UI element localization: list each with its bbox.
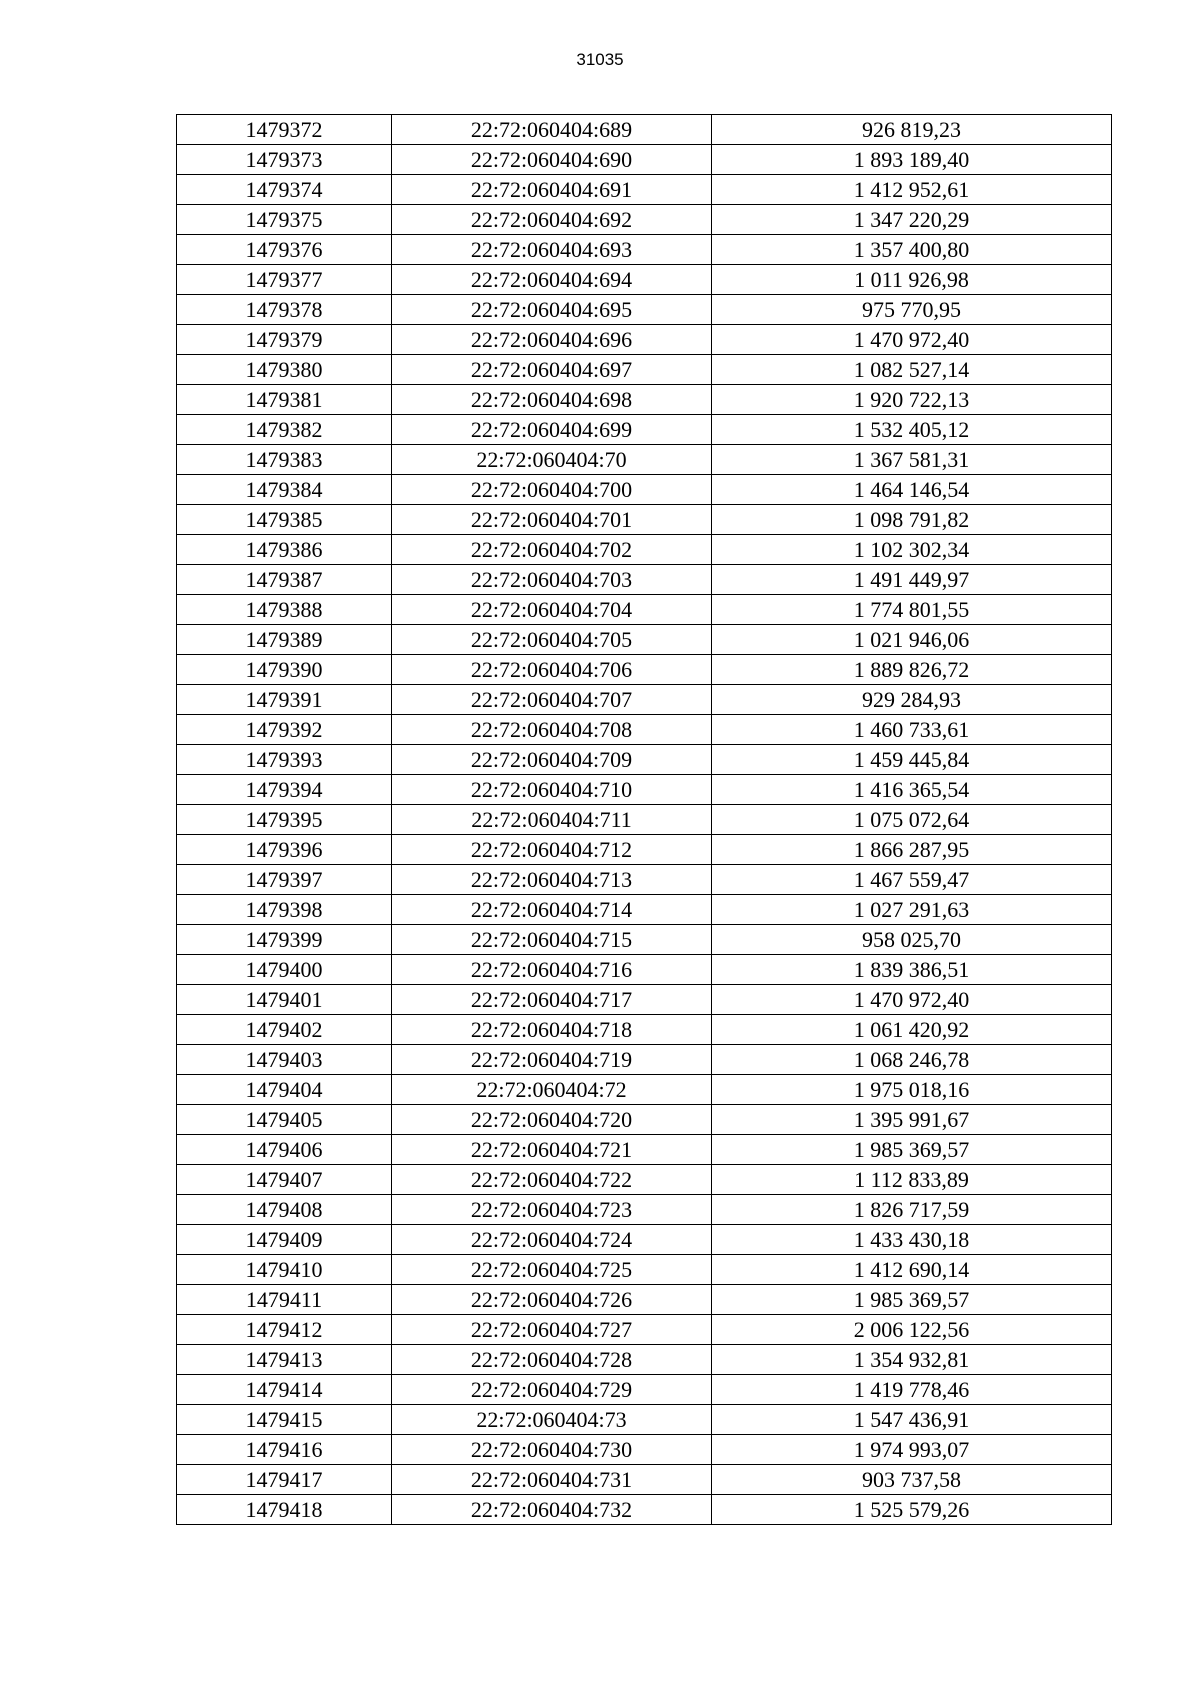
table-row bbox=[177, 505, 1112, 535]
table-row bbox=[177, 685, 1112, 715]
table-row bbox=[177, 745, 1112, 775]
table-row bbox=[177, 625, 1112, 655]
value-cell: 1 112 833,89 bbox=[712, 1165, 1112, 1195]
table-row bbox=[177, 1465, 1112, 1495]
cadastral-number-cell: 22:72:060404:695 bbox=[392, 295, 712, 325]
value-cell: 1 470 972,40 bbox=[712, 325, 1112, 355]
record-number-cell: 1479404 bbox=[177, 1075, 392, 1105]
table-row bbox=[177, 1075, 1112, 1105]
record-number-cell: 1479413 bbox=[177, 1345, 392, 1375]
record-number-cell: 1479402 bbox=[177, 1015, 392, 1045]
record-number-cell: 1479408 bbox=[177, 1195, 392, 1225]
record-number-cell: 1479391 bbox=[177, 685, 392, 715]
record-number-cell: 1479407 bbox=[177, 1165, 392, 1195]
record-number-cell: 1479410 bbox=[177, 1255, 392, 1285]
record-number-cell: 1479414 bbox=[177, 1375, 392, 1405]
cadastral-number-cell: 22:72:060404:732 bbox=[392, 1495, 712, 1525]
table-row bbox=[177, 595, 1112, 625]
record-number-cell: 1479381 bbox=[177, 385, 392, 415]
value-cell: 1 866 287,95 bbox=[712, 835, 1112, 865]
cadastral-number-cell: 22:72:060404:721 bbox=[392, 1135, 712, 1165]
record-number-cell: 1479406 bbox=[177, 1135, 392, 1165]
value-cell: 1 826 717,59 bbox=[712, 1195, 1112, 1225]
cadastral-number-cell: 22:72:060404:72 bbox=[392, 1075, 712, 1105]
record-number-cell: 1479382 bbox=[177, 415, 392, 445]
record-number-cell: 1479416 bbox=[177, 1435, 392, 1465]
value-cell: 903 737,58 bbox=[712, 1465, 1112, 1495]
value-cell: 1 525 579,26 bbox=[712, 1495, 1112, 1525]
table-row bbox=[177, 1255, 1112, 1285]
table-row bbox=[177, 1375, 1112, 1405]
value-cell: 1 491 449,97 bbox=[712, 565, 1112, 595]
table-row bbox=[177, 475, 1112, 505]
value-cell: 1 082 527,14 bbox=[712, 355, 1112, 385]
table-row bbox=[177, 1495, 1112, 1525]
value-cell: 1 395 991,67 bbox=[712, 1105, 1112, 1135]
table-row bbox=[177, 895, 1112, 925]
value-cell: 1 532 405,12 bbox=[712, 415, 1112, 445]
value-cell: 1 061 420,92 bbox=[712, 1015, 1112, 1045]
cadastral-number-cell: 22:72:060404:717 bbox=[392, 985, 712, 1015]
cadastral-number-cell: 22:72:060404:707 bbox=[392, 685, 712, 715]
cadastral-number-cell: 22:72:060404:723 bbox=[392, 1195, 712, 1225]
value-cell: 1 774 801,55 bbox=[712, 595, 1112, 625]
value-cell: 1 367 581,31 bbox=[712, 445, 1112, 475]
cadastral-number-cell: 22:72:060404:720 bbox=[392, 1105, 712, 1135]
value-cell: 1 920 722,13 bbox=[712, 385, 1112, 415]
table-row bbox=[177, 1045, 1112, 1075]
record-number-cell: 1479397 bbox=[177, 865, 392, 895]
table-row bbox=[177, 175, 1112, 205]
table-row bbox=[177, 355, 1112, 385]
value-cell: 1 412 952,61 bbox=[712, 175, 1112, 205]
table-row bbox=[177, 295, 1112, 325]
data-table bbox=[176, 114, 1112, 1525]
value-cell: 929 284,93 bbox=[712, 685, 1112, 715]
cadastral-number-cell: 22:72:060404:697 bbox=[392, 355, 712, 385]
record-number-cell: 1479411 bbox=[177, 1285, 392, 1315]
record-number-cell: 1479390 bbox=[177, 655, 392, 685]
table-row bbox=[177, 565, 1112, 595]
record-number-cell: 1479384 bbox=[177, 475, 392, 505]
record-number-cell: 1479380 bbox=[177, 355, 392, 385]
table-row bbox=[177, 535, 1112, 565]
table-row bbox=[177, 715, 1112, 745]
value-cell: 1 412 690,14 bbox=[712, 1255, 1112, 1285]
cadastral-number-cell: 22:72:060404:714 bbox=[392, 895, 712, 925]
record-number-cell: 1479415 bbox=[177, 1405, 392, 1435]
table-row bbox=[177, 805, 1112, 835]
cadastral-number-cell: 22:72:060404:725 bbox=[392, 1255, 712, 1285]
cadastral-number-cell: 22:72:060404:693 bbox=[392, 235, 712, 265]
table-row bbox=[177, 325, 1112, 355]
record-number-cell: 1479393 bbox=[177, 745, 392, 775]
cadastral-number-cell: 22:72:060404:691 bbox=[392, 175, 712, 205]
cadastral-number-cell: 22:72:060404:716 bbox=[392, 955, 712, 985]
value-cell: 1 416 365,54 bbox=[712, 775, 1112, 805]
value-cell: 1 470 972,40 bbox=[712, 985, 1112, 1015]
record-number-cell: 1479386 bbox=[177, 535, 392, 565]
table-row bbox=[177, 1135, 1112, 1165]
table-row bbox=[177, 955, 1112, 985]
value-cell: 1 419 778,46 bbox=[712, 1375, 1112, 1405]
cadastral-number-cell: 22:72:060404:701 bbox=[392, 505, 712, 535]
value-cell: 1 975 018,16 bbox=[712, 1075, 1112, 1105]
table-row bbox=[177, 235, 1112, 265]
record-number-cell: 1479379 bbox=[177, 325, 392, 355]
record-number-cell: 1479400 bbox=[177, 955, 392, 985]
cadastral-number-cell: 22:72:060404:689 bbox=[392, 115, 712, 145]
cadastral-number-cell: 22:72:060404:699 bbox=[392, 415, 712, 445]
table-row bbox=[177, 1015, 1112, 1045]
record-number-cell: 1479385 bbox=[177, 505, 392, 535]
record-number-cell: 1479376 bbox=[177, 235, 392, 265]
table-row bbox=[177, 1165, 1112, 1195]
cadastral-number-cell: 22:72:060404:698 bbox=[392, 385, 712, 415]
table-row bbox=[177, 1195, 1112, 1225]
record-number-cell: 1479405 bbox=[177, 1105, 392, 1135]
table-row bbox=[177, 1405, 1112, 1435]
cadastral-number-cell: 22:72:060404:713 bbox=[392, 865, 712, 895]
cadastral-number-cell: 22:72:060404:709 bbox=[392, 745, 712, 775]
table-row bbox=[177, 205, 1112, 235]
value-cell: 1 893 189,40 bbox=[712, 145, 1112, 175]
value-cell: 926 819,23 bbox=[712, 115, 1112, 145]
value-cell: 1 460 733,61 bbox=[712, 715, 1112, 745]
cadastral-number-cell: 22:72:060404:710 bbox=[392, 775, 712, 805]
table-row bbox=[177, 1345, 1112, 1375]
value-cell: 975 770,95 bbox=[712, 295, 1112, 325]
table-row bbox=[177, 925, 1112, 955]
value-cell: 1 547 436,91 bbox=[712, 1405, 1112, 1435]
record-number-cell: 1479417 bbox=[177, 1465, 392, 1495]
record-number-cell: 1479387 bbox=[177, 565, 392, 595]
table-row bbox=[177, 1105, 1112, 1135]
record-number-cell: 1479395 bbox=[177, 805, 392, 835]
record-number-cell: 1479373 bbox=[177, 145, 392, 175]
record-number-cell: 1479412 bbox=[177, 1315, 392, 1345]
record-number-cell: 1479403 bbox=[177, 1045, 392, 1075]
table-row bbox=[177, 835, 1112, 865]
value-cell: 1 985 369,57 bbox=[712, 1135, 1112, 1165]
table-row bbox=[177, 445, 1112, 475]
cadastral-number-cell: 22:72:060404:702 bbox=[392, 535, 712, 565]
value-cell: 1 889 826,72 bbox=[712, 655, 1112, 685]
cadastral-number-cell: 22:72:060404:706 bbox=[392, 655, 712, 685]
cadastral-number-cell: 22:72:060404:711 bbox=[392, 805, 712, 835]
cadastral-number-cell: 22:72:060404:700 bbox=[392, 475, 712, 505]
cadastral-number-cell: 22:72:060404:73 bbox=[392, 1405, 712, 1435]
record-number-cell: 1479396 bbox=[177, 835, 392, 865]
value-cell: 1 459 445,84 bbox=[712, 745, 1112, 775]
cadastral-number-cell: 22:72:060404:724 bbox=[392, 1225, 712, 1255]
table-row bbox=[177, 1285, 1112, 1315]
cadastral-number-cell: 22:72:060404:719 bbox=[392, 1045, 712, 1075]
cadastral-number-cell: 22:72:060404:708 bbox=[392, 715, 712, 745]
cadastral-number-cell: 22:72:060404:712 bbox=[392, 835, 712, 865]
record-number-cell: 1479409 bbox=[177, 1225, 392, 1255]
cadastral-number-cell: 22:72:060404:722 bbox=[392, 1165, 712, 1195]
table-row bbox=[177, 865, 1112, 895]
cadastral-number-cell: 22:72:060404:696 bbox=[392, 325, 712, 355]
value-cell: 958 025,70 bbox=[712, 925, 1112, 955]
value-cell: 1 974 993,07 bbox=[712, 1435, 1112, 1465]
value-cell: 1 354 932,81 bbox=[712, 1345, 1112, 1375]
value-cell: 1 347 220,29 bbox=[712, 205, 1112, 235]
table-row bbox=[177, 415, 1112, 445]
value-cell: 1 839 386,51 bbox=[712, 955, 1112, 985]
table-body bbox=[177, 115, 1112, 1525]
cadastral-number-cell: 22:72:060404:703 bbox=[392, 565, 712, 595]
cadastral-number-cell: 22:72:060404:704 bbox=[392, 595, 712, 625]
value-cell: 1 098 791,82 bbox=[712, 505, 1112, 535]
record-number-cell: 1479383 bbox=[177, 445, 392, 475]
table-row bbox=[177, 1225, 1112, 1255]
record-number-cell: 1479394 bbox=[177, 775, 392, 805]
cadastral-number-cell: 22:72:060404:690 bbox=[392, 145, 712, 175]
cadastral-number-cell: 22:72:060404:730 bbox=[392, 1435, 712, 1465]
value-cell: 2 006 122,56 bbox=[712, 1315, 1112, 1345]
cadastral-number-cell: 22:72:060404:731 bbox=[392, 1465, 712, 1495]
record-number-cell: 1479398 bbox=[177, 895, 392, 925]
cadastral-number-cell: 22:72:060404:728 bbox=[392, 1345, 712, 1375]
record-number-cell: 1479374 bbox=[177, 175, 392, 205]
value-cell: 1 467 559,47 bbox=[712, 865, 1112, 895]
record-number-cell: 1479388 bbox=[177, 595, 392, 625]
cadastral-number-cell: 22:72:060404:729 bbox=[392, 1375, 712, 1405]
value-cell: 1 021 946,06 bbox=[712, 625, 1112, 655]
cadastral-number-cell: 22:72:060404:715 bbox=[392, 925, 712, 955]
record-number-cell: 1479375 bbox=[177, 205, 392, 235]
cadastral-number-cell: 22:72:060404:705 bbox=[392, 625, 712, 655]
record-number-cell: 1479418 bbox=[177, 1495, 392, 1525]
table-row bbox=[177, 775, 1112, 805]
value-cell: 1 102 302,34 bbox=[712, 535, 1112, 565]
record-number-cell: 1479392 bbox=[177, 715, 392, 745]
table-row bbox=[177, 1315, 1112, 1345]
cadastral-number-cell: 22:72:060404:70 bbox=[392, 445, 712, 475]
page-number: 31035 bbox=[576, 50, 624, 69]
cadastral-number-cell: 22:72:060404:727 bbox=[392, 1315, 712, 1345]
table-row bbox=[177, 1435, 1112, 1465]
cadastral-number-cell: 22:72:060404:726 bbox=[392, 1285, 712, 1315]
cadastral-number-cell: 22:72:060404:692 bbox=[392, 205, 712, 235]
value-cell: 1 075 072,64 bbox=[712, 805, 1112, 835]
value-cell: 1 464 146,54 bbox=[712, 475, 1112, 505]
value-cell: 1 357 400,80 bbox=[712, 235, 1112, 265]
value-cell: 1 068 246,78 bbox=[712, 1045, 1112, 1075]
record-number-cell: 1479372 bbox=[177, 115, 392, 145]
table-row bbox=[177, 655, 1112, 685]
record-number-cell: 1479401 bbox=[177, 985, 392, 1015]
table-row bbox=[177, 145, 1112, 175]
record-number-cell: 1479377 bbox=[177, 265, 392, 295]
table-row bbox=[177, 265, 1112, 295]
value-cell: 1 433 430,18 bbox=[712, 1225, 1112, 1255]
cadastral-number-cell: 22:72:060404:694 bbox=[392, 265, 712, 295]
cadastral-number-cell: 22:72:060404:718 bbox=[392, 1015, 712, 1045]
value-cell: 1 011 926,98 bbox=[712, 265, 1112, 295]
value-cell: 1 985 369,57 bbox=[712, 1285, 1112, 1315]
record-number-cell: 1479399 bbox=[177, 925, 392, 955]
table-row bbox=[177, 985, 1112, 1015]
record-number-cell: 1479378 bbox=[177, 295, 392, 325]
value-cell: 1 027 291,63 bbox=[712, 895, 1112, 925]
table-row bbox=[177, 385, 1112, 415]
record-number-cell: 1479389 bbox=[177, 625, 392, 655]
table-row bbox=[177, 115, 1112, 145]
